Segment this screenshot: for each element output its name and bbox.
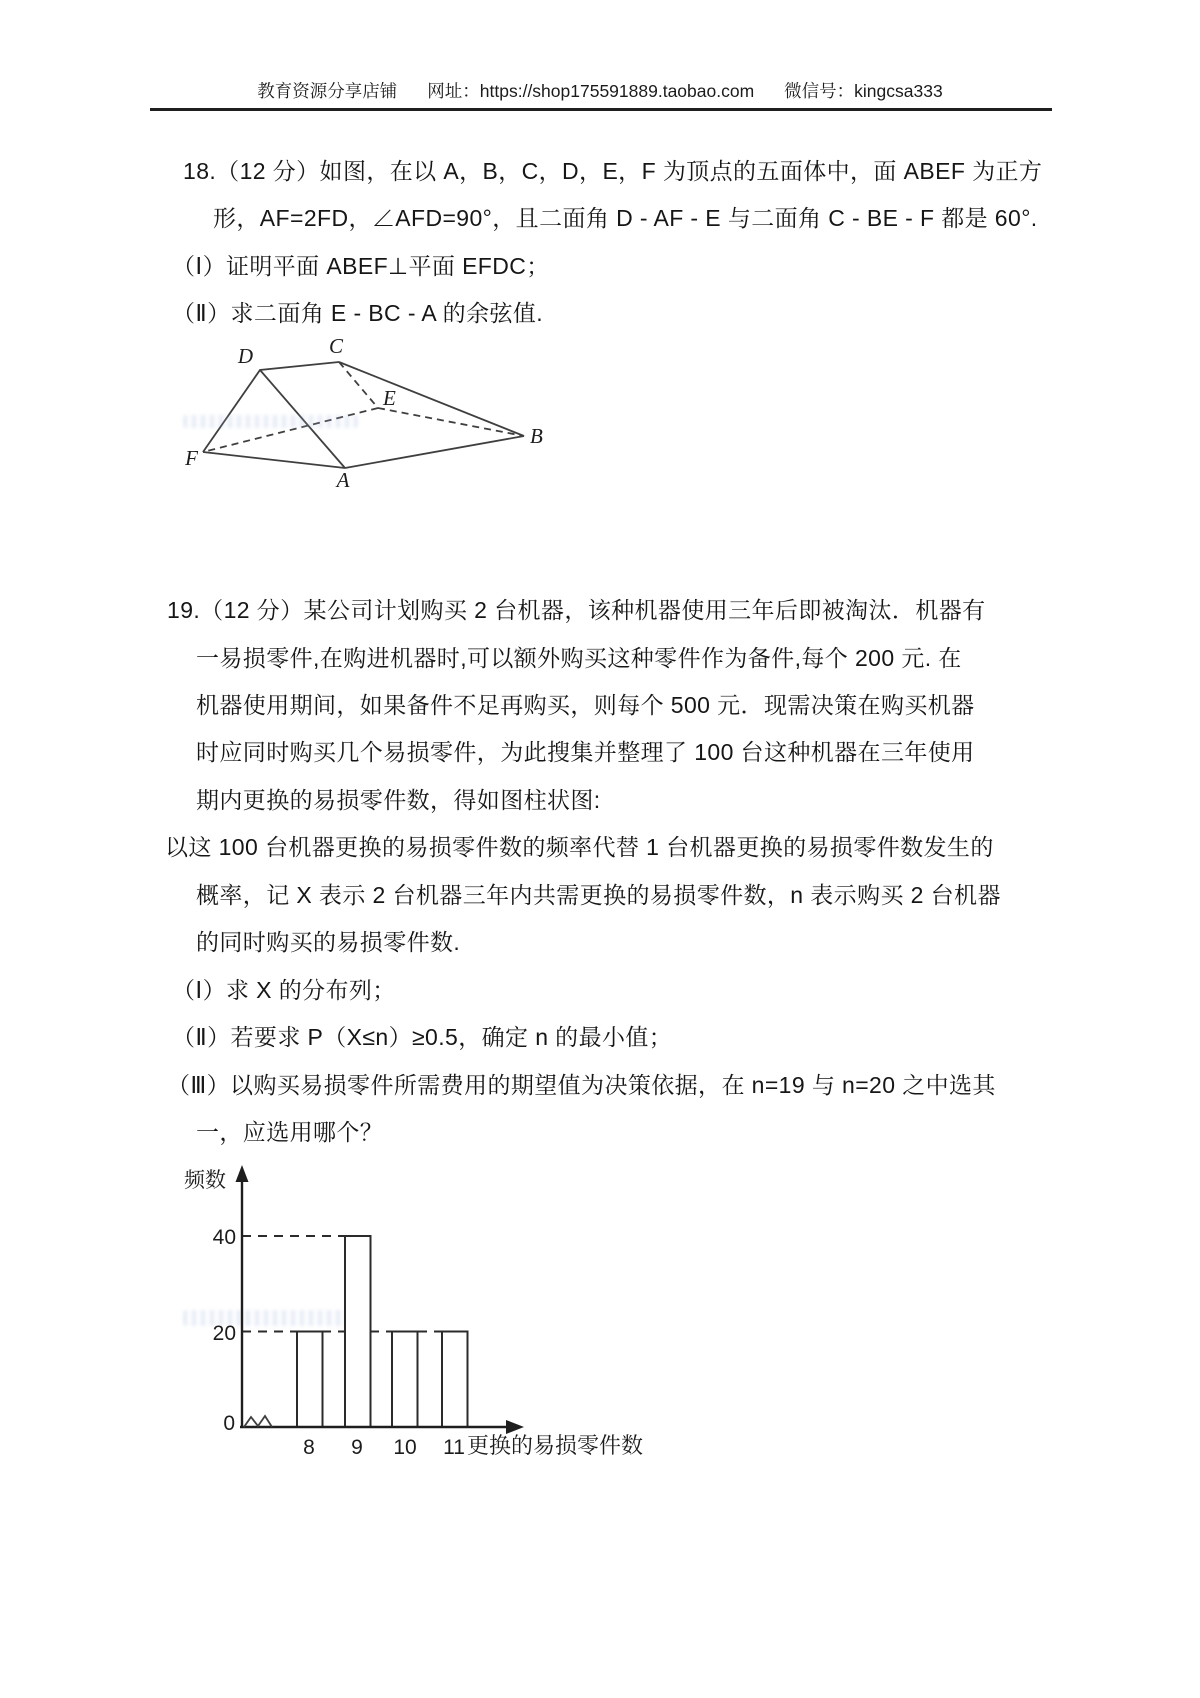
q19-line-4: 时应同时购买几个易损零件，为此搜集并整理了 100 台这种机器在三年使用: [196, 739, 975, 765]
y-axis-title: 频数: [184, 1169, 226, 1192]
axis-break-squiggle: [244, 1416, 272, 1427]
y-tick-20: 20: [212, 1322, 236, 1345]
vertex-label-E: E: [383, 386, 396, 410]
q18-line-4: （Ⅱ）求二面角 E - BC - A 的余弦值.: [172, 300, 544, 326]
q19-line-9: （Ⅰ）求 X 的分布列；: [172, 977, 396, 1003]
x-tick-9: 9: [351, 1436, 363, 1459]
x-tick-8: 8: [303, 1436, 315, 1459]
header-shop-name: 教育资源分享店铺: [257, 81, 398, 101]
vertex-label-A: A: [336, 468, 350, 492]
x-axis-arrow-icon: [506, 1420, 524, 1434]
x-tick-11: 11: [443, 1436, 465, 1459]
y-tick-40: 40: [212, 1226, 236, 1249]
vertex-label-C: C: [328, 334, 344, 358]
figure-edge-EB: [378, 408, 524, 436]
figure-edge-AF: [203, 452, 345, 468]
q19-line-3: 机器使用期间，如果备件不足再购买，则每个 500 元．现需决策在购买机器: [196, 692, 975, 718]
bars-layer: [297, 1236, 468, 1427]
bar-9: [345, 1236, 371, 1427]
watermark-smudge: [183, 415, 358, 428]
guide-lines-layer: [242, 1236, 442, 1332]
page-header: [0, 78, 1200, 103]
q19-line-1: 19.（12 分）某公司计划购买 2 台机器，该种机器使用三年后即被淘汰．机器有: [167, 597, 986, 623]
q19-line-7: 概率，记 X 表示 2 台机器三年内共需更换的易损零件数，n 表示购买 2 台机器: [196, 882, 1001, 908]
figure-edge-BA: [345, 436, 524, 468]
q19-line-5: 期内更换的易损零件数，得如图柱状图:: [196, 787, 601, 813]
header-site-url: 网址：https://shop175591889.taobao.com: [427, 81, 755, 101]
q19-line-10: （Ⅱ）若要求 P（X≤n）≥0.5，确定 n 的最小值；: [172, 1024, 673, 1050]
vertex-label-B: B: [530, 424, 543, 448]
q19-line-11: （Ⅲ）以购买易损零件所需费用的期望值为决策依据，在 n=19 与 n=20 之中选其: [167, 1072, 996, 1098]
q19-line-2: 一易损零件,在购进机器时,可以额外购买这种零件作为备件,每个 200 元. 在: [196, 645, 962, 671]
q18-line-1: 18.（12 分）如图，在以 A，B，C，D，E，F 为顶点的五面体中，面 ABEF 为正方: [183, 158, 1043, 184]
q18-line-3: （Ⅰ）证明平面 ABEF⊥平面 EFDC；: [172, 253, 550, 279]
y-axis-arrow-icon: [236, 1165, 249, 1182]
vertex-label-F: F: [185, 446, 198, 470]
q19-line-8: 的同时购买的易损零件数.: [196, 929, 461, 955]
q19-line-6: 以这 100 台机器更换的易损零件数的频率代替 1 台机器更换的易损零件数发生的: [165, 834, 994, 860]
q19-line-12: 一，应选用哪个？: [196, 1119, 384, 1145]
x-tick-10: 10: [393, 1436, 417, 1459]
bar-11: [442, 1332, 468, 1428]
q18-line-2: 形，AF=2FD，∠AFD=90°，且二面角 D - AF - E 与二面角 C - BE - F 都是 60°.: [213, 205, 1038, 231]
figure-edge-CB: [339, 362, 524, 436]
vertex-label-D: D: [237, 344, 253, 368]
frequency-chart: [170, 1160, 700, 1470]
bar-10: [392, 1332, 418, 1428]
y-tick-0: 0: [223, 1412, 235, 1435]
header-divider: [150, 108, 1052, 111]
x-axis-title: 更换的易损零件数: [467, 1433, 644, 1458]
bar-8: [297, 1332, 323, 1428]
header-wechat-id: 微信号：kingcsa333: [784, 81, 943, 101]
pentahedron-figure: [150, 315, 570, 500]
